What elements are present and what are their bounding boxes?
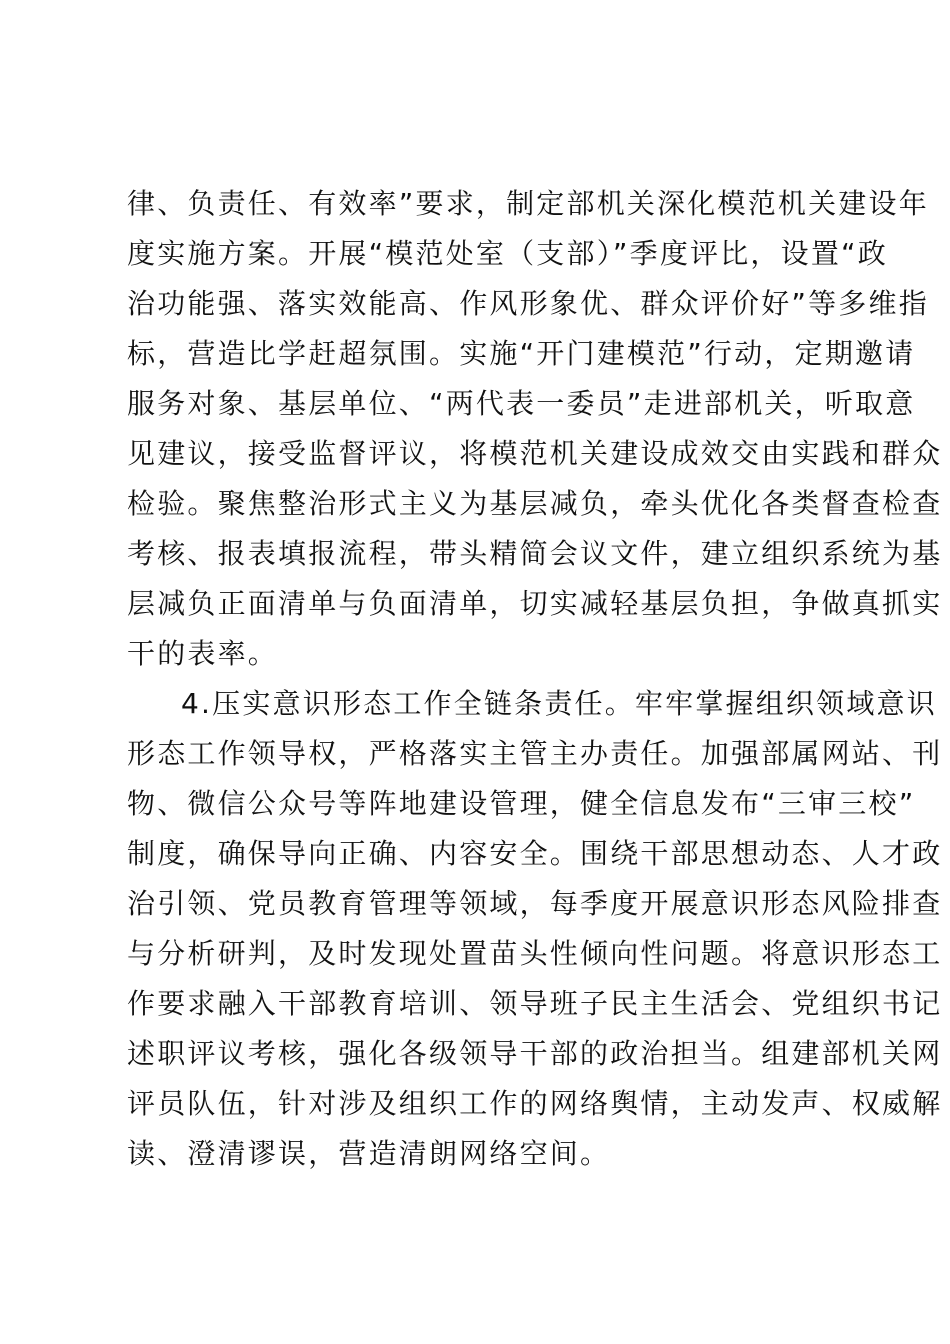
text-line: 治引领、党员教育管理等领域，每季度开展意识形态风险排查 <box>127 887 943 920</box>
paragraph-continuation <box>127 182 943 682</box>
text-line: 形态工作领导权，严格落实主管主办责任。加强部属网站、刊 <box>127 737 943 770</box>
text-line: 述职评议考核，强化各级领导干部的政治担当。组建部机关网 <box>127 1037 943 1070</box>
text-line: 物、微信公众号等阵地建设管理，健全信息发布“三审三校” <box>127 787 916 820</box>
text-line: 干的表率。 <box>127 637 279 670</box>
text-line: 见建议，接受监督评议，将模范机关建设成效交由实践和群众 <box>127 437 943 470</box>
text-line: 与分析研判，及时发现处置苗头性倾向性问题。将意识形态工 <box>127 937 943 970</box>
text-line: 读、澄清谬误，营造清朗网络空间。 <box>127 1137 611 1170</box>
text-line: 评员队伍，针对涉及组织工作的网络舆情，主动发声、权威解 <box>127 1087 943 1120</box>
paragraph-item-4 <box>127 682 943 1182</box>
document-page <box>127 182 943 1182</box>
text-line: 治功能强、落实效能高、作风形象优、群众评价好”等多维指 <box>127 287 929 320</box>
text-line: 律、负责任、有效率”要求，制定部机关深化模范机关建设年 <box>127 187 929 220</box>
text-line: 考核、报表填报流程，带头精简会议文件，建立组织系统为基 <box>127 537 943 570</box>
text-line: 制度，确保导向正确、内容安全。围绕干部思想动态、人才政 <box>127 837 943 870</box>
paragraph-heading-line: 4.压实意识形态工作全链条责任。牢牢掌握组织领域意识 <box>181 687 937 720</box>
text-line: 层减负正面清单与负面清单，切实减轻基层负担，争做真抓实 <box>127 587 943 620</box>
text-line: 检验。聚焦整治形式主义为基层减负，牵头优化各类督查检查 <box>127 487 943 520</box>
text-line: 作要求融入干部教育培训、领导班子民主生活会、党组织书记 <box>127 987 943 1020</box>
text-line: 度实施方案。开展“模范处室（支部）”季度评比，设置“政 <box>127 237 888 270</box>
text-line: 服务对象、基层单位、“两代表一委员”走进部机关，听取意 <box>127 387 916 420</box>
text-line: 标，营造比学赶超氛围。实施“开门建模范”行动，定期邀请 <box>127 337 916 370</box>
